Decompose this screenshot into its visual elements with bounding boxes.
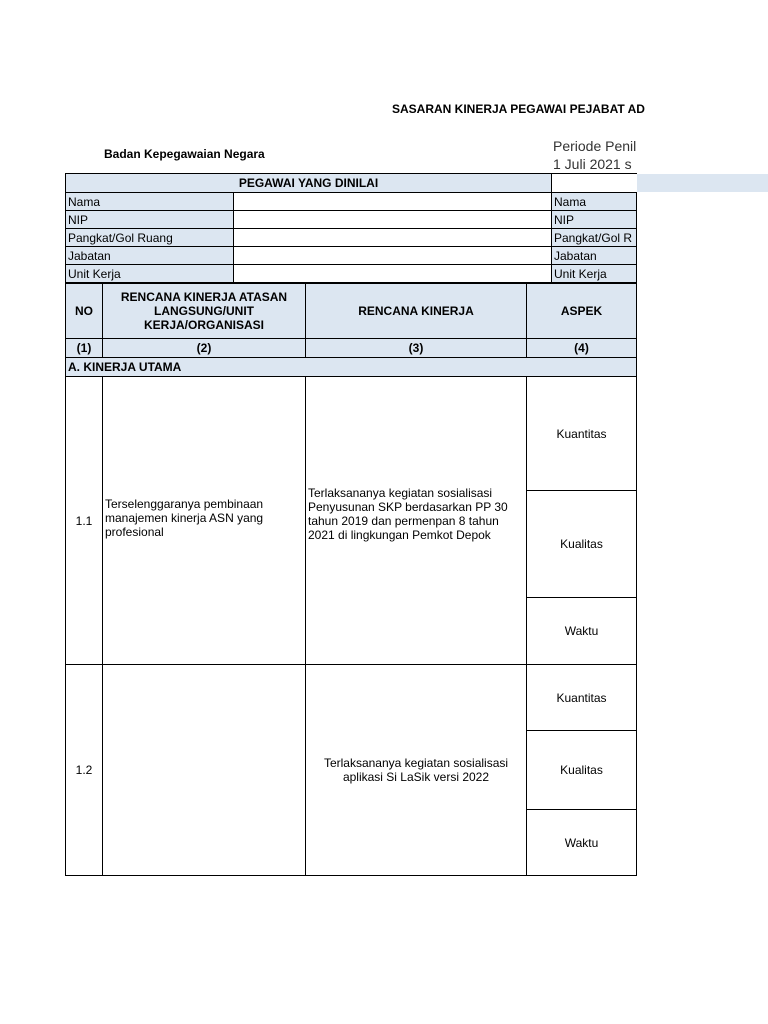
- document-title: SASARAN KINERJA PEGAWAI PEJABAT AD: [392, 102, 645, 116]
- row-1-2-rencana-atasan: [102, 664, 306, 876]
- periode-label: Periode Penil: [553, 138, 637, 154]
- col-number-3: (3): [305, 338, 527, 358]
- right-field-pangkat-label: Pangkat/Gol R: [551, 228, 637, 247]
- periode-dates: 1 Juli 2021 s: [553, 156, 632, 172]
- col-number-2: (2): [102, 338, 306, 358]
- section-kinerja-utama: A. KINERJA UTAMA: [65, 357, 637, 377]
- right-field-nama-label: Nama: [551, 192, 637, 211]
- right-highlight-band: [637, 174, 768, 192]
- right-field-nip-label: NIP: [551, 210, 637, 229]
- field-unit-kerja-label: Unit Kerja: [65, 264, 234, 283]
- institution-name: Badan Kepegawaian Negara: [104, 147, 265, 161]
- right-field-jabatan-label: Jabatan: [551, 246, 637, 265]
- col-header-rencana-atasan: RENCANA KINERJA ATASAN LANGSUNG/UNIT KERJA/ORGANISASI: [102, 283, 306, 339]
- row-1-2-aspek-waktu: Waktu: [526, 809, 637, 876]
- col-number-1: (1): [65, 338, 103, 358]
- row-1-2-aspek-kualitas: Kualitas: [526, 730, 637, 810]
- col-number-4: (4): [526, 338, 637, 358]
- pegawai-section-title: PEGAWAI YANG DINILAI: [65, 173, 552, 193]
- row-1-2-no: 1.2: [65, 664, 103, 876]
- row-1-1-no: 1.1: [65, 376, 103, 665]
- right-field-unit-kerja-label: Unit Kerja: [551, 264, 637, 283]
- row-1-1-rencana-kinerja: Terlaksananya kegiatan sosialisasi Penyusunan SKP berdasarkan PP 30 tahun 2019 dan permenpan 8 tahun 2021 di lingkungan Pemkot Depok: [305, 376, 527, 665]
- col-header-aspek: ASPEK: [526, 283, 637, 339]
- field-nama-value[interactable]: [233, 192, 552, 211]
- field-nip-value[interactable]: [233, 210, 552, 229]
- field-nip-label: NIP: [65, 210, 234, 229]
- pegawai-title-spacer: [551, 173, 637, 193]
- field-jabatan-label: Jabatan: [65, 246, 234, 265]
- col-header-rencana-kinerja: RENCANA KINERJA: [305, 283, 527, 339]
- row-1-1-aspek-kualitas: Kualitas: [526, 490, 637, 598]
- row-1-2-aspek-kuantitas: Kuantitas: [526, 664, 637, 731]
- field-unit-kerja-value[interactable]: [233, 264, 552, 283]
- row-1-1-rencana-atasan: Terselenggaranya pembinaan manajemen kinerja ASN yang profesional: [102, 376, 306, 665]
- field-pangkat-label: Pangkat/Gol Ruang: [65, 228, 234, 247]
- row-1-1-aspek-waktu: Waktu: [526, 597, 637, 665]
- field-nama-label: Nama: [65, 192, 234, 211]
- field-pangkat-value[interactable]: [233, 228, 552, 247]
- row-1-1-aspek-kuantitas: Kuantitas: [526, 376, 637, 491]
- row-1-2-rencana-kinerja: Terlaksananya kegiatan sosialisasi aplikasi Si LaSik versi 2022: [305, 664, 527, 876]
- col-header-no: NO: [65, 283, 103, 339]
- field-jabatan-value[interactable]: [233, 246, 552, 265]
